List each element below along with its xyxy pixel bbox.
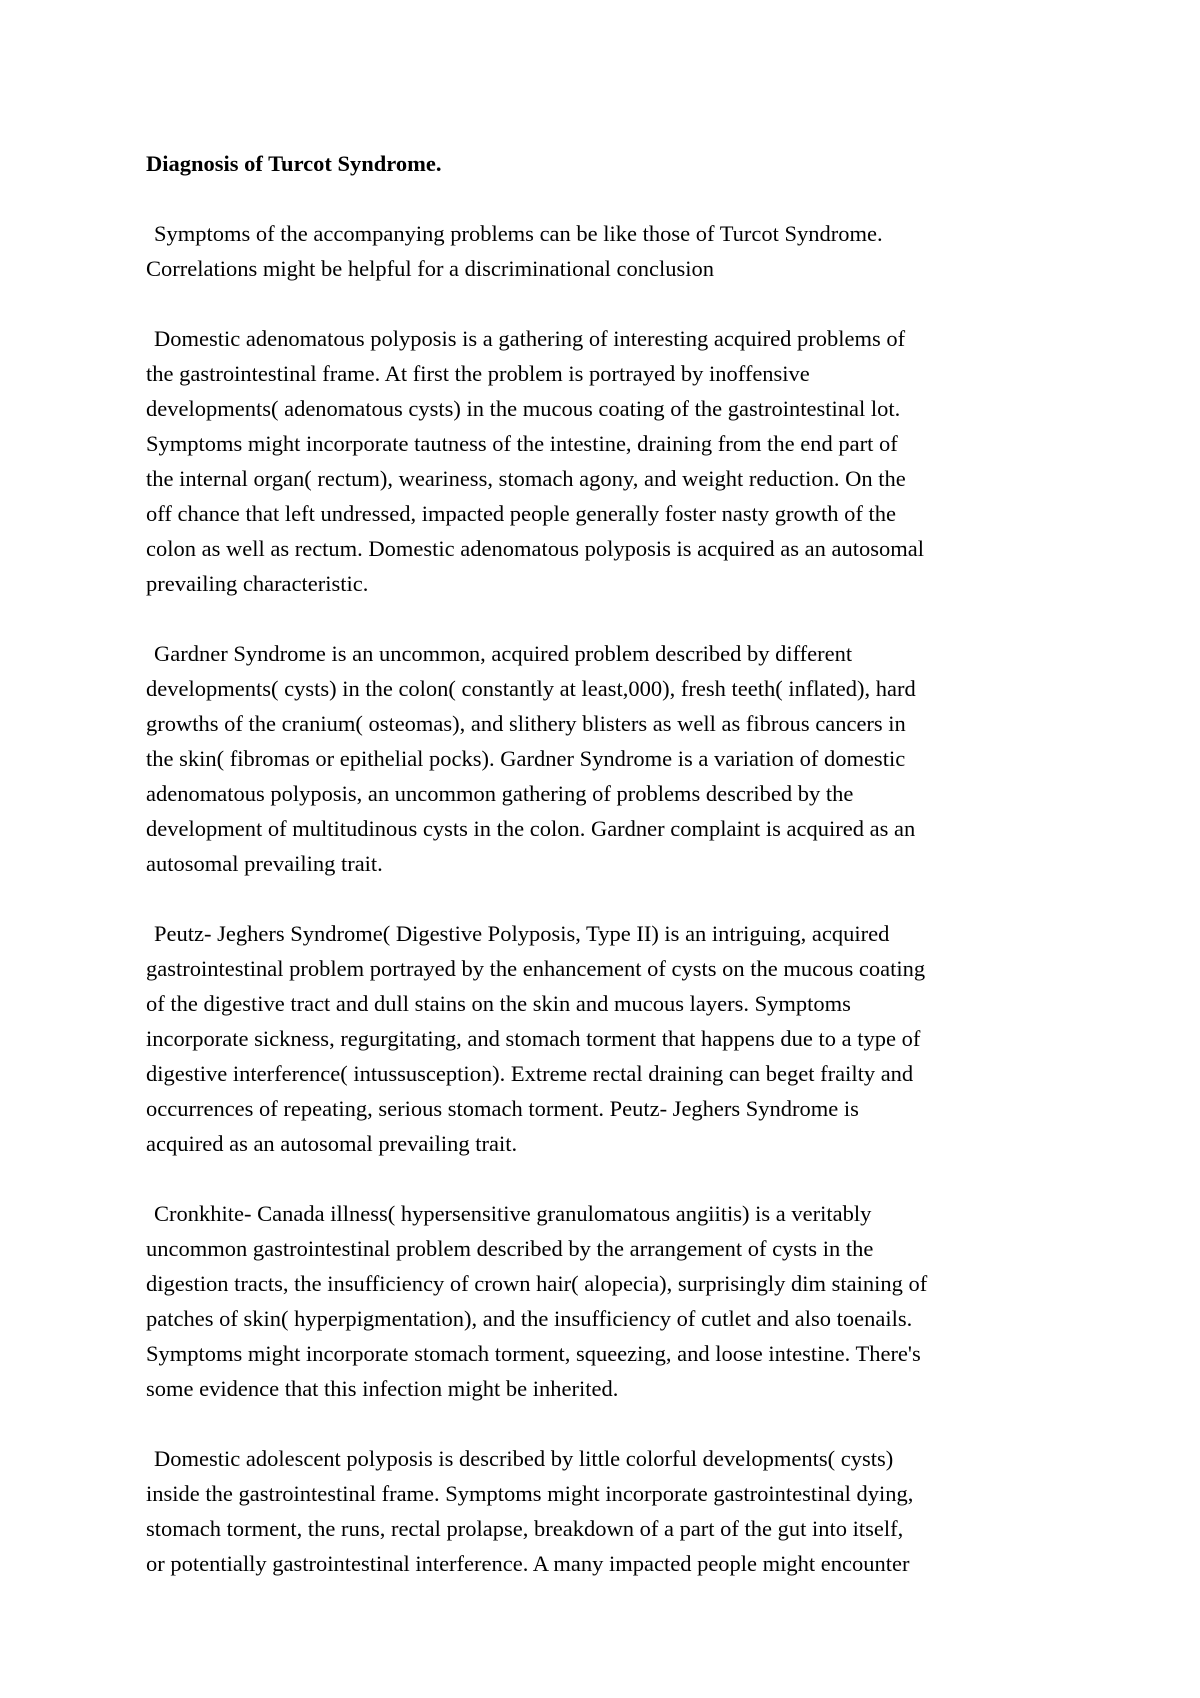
paragraph-peutz-jeghers-syndrome: Peutz- Jeghers Syndrome( Digestive Polyposis, Type II) is an intriguing, acquired gastrointestinal problem portrayed by the enhancement of cysts on the mucous coating of the digestive tract and dull stains on the skin and mucous layers. Symptoms incorporate sickness, regurgitating, and stomach torment that happens due to a type of digestive interference( intussusception). Extreme rectal draining can beget frailty and occurrences of repeating, serious stomach torment. Peutz- Jeghers Syndrome is acquired as an autosomal prevailing trait. <box>146 921 926 1156</box>
paragraph-familial-adenomatous-polyposis: Domestic adenomatous polyposis is a gathering of interesting acquired problems of the gastrointestinal frame. At first the problem is portrayed by inoffensive developments( adenomatous cysts) in the mucous coating of the gastrointestinal lot. Symptoms might incorporate tautness of the intestine, draining from the end part of the internal organ( rectum), weariness, stomach agony, and weight reduction. On the off chance that left undressed, impacted people generally foster nasty growth of the colon as well as rectum. Domestic adenomatous polyposis is acquired as an autosomal prevailing characteristic. <box>146 326 924 596</box>
document-title: Diagnosis of Turcot Syndrome. <box>146 151 442 176</box>
paragraph-cronkhite-canada: Cronkhite- Canada illness( hypersensitive granulomatous angiitis) is a veritably uncommon gastrointestinal problem described by the arrangement of cysts in the digestion tracts, the insufficiency of crown hair( alopecia), surprisingly dim staining of patches of skin( hyperpigmentation), and the insufficiency of cutlet and also toenails. Symptoms might incorporate stomach torment, squeezing, and loose intestine. There's some evidence that this infection might be inherited. <box>146 1201 928 1401</box>
paragraph-gardner-syndrome: Gardner Syndrome is an uncommon, acquired problem described by different developments( cysts) in the colon( constantly at least,000), fresh teeth( inflated), hard growths of the cranium( osteomas), and slithery blisters as well as fibrous cancers in the skin( fibromas or epithelial pocks). Gardner Syndrome is a variation of domestic adenomatous polyposis, an uncommon gathering of problems described by the development of multitudinous cysts in the colon. Gardner complaint is acquired as an autosomal prevailing trait. <box>146 641 916 876</box>
paragraph-juvenile-polyposis: Domestic adolescent polyposis is described by little colorful developments( cysts) inside the gastrointestinal frame. Symptoms might incorporate gastrointestinal dying, stomach torment, the runs, rectal prolapse, breakdown of a part of the gut into itself, or potentially gastrointestinal interference. A many impacted people might encounter <box>146 1446 914 1576</box>
document-body <box>146 146 1076 1581</box>
paragraph-symptoms: Symptoms of the accompanying problems can be like those of Turcot Syndrome. Correlations might be helpful for a discriminational conclusion <box>146 221 883 281</box>
